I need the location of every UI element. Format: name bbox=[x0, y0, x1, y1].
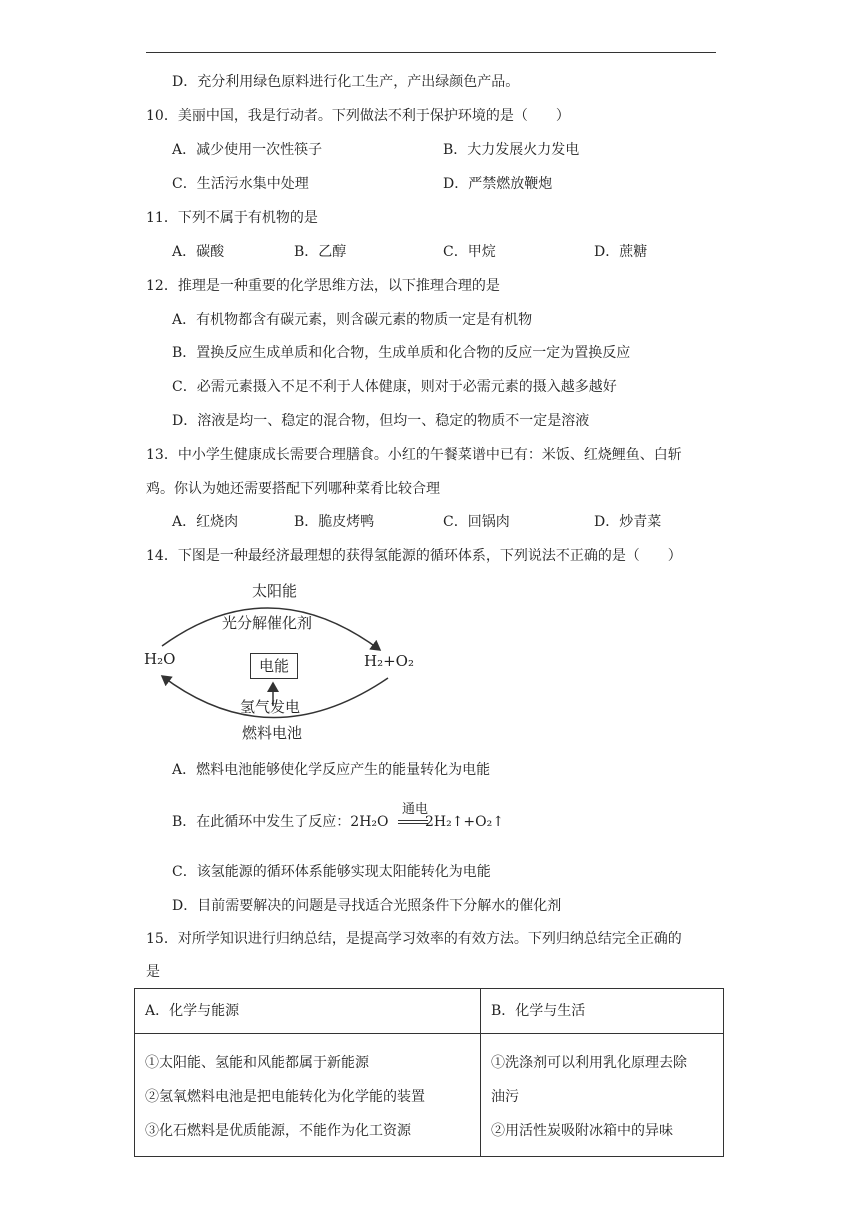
q11-option-b: B．乙醇 bbox=[294, 244, 347, 260]
label-hydrogen-oxygen: H₂+O₂ bbox=[364, 652, 414, 670]
q10-option-d: D．严禁燃放鞭炮 bbox=[443, 176, 553, 192]
q14-option-d: D．目前需要解决的问题是寻找适合光照条件下分解水的催化剂 bbox=[172, 898, 562, 914]
table-cell-a bbox=[135, 1034, 481, 1157]
q15-stem-line2: 是 bbox=[146, 964, 160, 980]
q15-table bbox=[134, 988, 724, 1157]
q15-stem-line1: 15．对所学知识进行归纳总结，是提高学习效率的有效方法。下列归纳总结完全正确的 bbox=[146, 931, 682, 947]
q11-option-a: A．碳酸 bbox=[172, 244, 225, 260]
q14-stem: 14．下图是一种最经济最理想的获得氢能源的循环体系，下列说法不正确的是（ ） bbox=[146, 548, 682, 564]
label-hydrogen-power: 氢气发电 bbox=[240, 698, 301, 716]
q13-option-a: A．红烧肉 bbox=[172, 514, 239, 530]
table-a-item-1: ①太阳能、氢能和风能都属于新能源 bbox=[145, 1055, 369, 1071]
label-solar-energy: 太阳能 bbox=[252, 582, 298, 600]
hydrogen-cycle-diagram bbox=[140, 578, 420, 748]
q13-option-d: D．炒青菜 bbox=[594, 514, 662, 530]
q14-option-b bbox=[172, 802, 504, 832]
table-a-item-2: ②氢氧燃料电池是把电能转化为化学能的装置 bbox=[145, 1089, 425, 1105]
q12-option-c: C．必需元素摄入不足不利于人体健康，则对于必需元素的摄入越多越好 bbox=[172, 379, 617, 395]
table-b-item-1: ①洗涤剂可以利用乳化原理去除 bbox=[491, 1055, 687, 1071]
q10-stem: 10．美丽中国，我是行动者。下列做法不利于保护环境的是（ ） bbox=[146, 108, 570, 124]
q14-option-a: A．燃料电池能够使化学反应产生的能量转化为电能 bbox=[172, 762, 491, 778]
equals-bar-top bbox=[398, 820, 428, 821]
q10-option-b: B．大力发展火力发电 bbox=[443, 142, 580, 158]
q12-option-a: A．有机物都含有碳元素，则含碳元素的物质一定是有机物 bbox=[172, 312, 533, 328]
q10-option-c: C．生活污水集中处理 bbox=[172, 176, 309, 192]
q13-stem-line1: 13．中小学生健康成长需要合理膳食。小红的午餐菜谱中已有：米饭、红烧鲤鱼、白斩 bbox=[146, 447, 682, 463]
q14-option-b-products: 2H₂↑+O₂↑ bbox=[424, 814, 504, 830]
label-fuel-cell: 燃料电池 bbox=[242, 724, 303, 742]
table-head-a: A．化学与能源 bbox=[135, 989, 481, 1034]
reaction-condition: 通电 bbox=[402, 802, 429, 817]
table-head-b: B．化学与生活 bbox=[481, 989, 724, 1034]
table-a-item-3: ③化石燃料是优质能源，不能作为化工资源 bbox=[145, 1123, 411, 1139]
table-b-item-2: ②用活性炭吸附冰箱中的异味 bbox=[491, 1123, 673, 1139]
header-rule bbox=[146, 52, 716, 53]
q14-option-c: C．该氢能源的循环体系能够实现太阳能转化为电能 bbox=[172, 864, 491, 880]
table-b-item-1-cont: 油污 bbox=[491, 1089, 519, 1105]
q12-option-d: D．溶液是均一、稳定的混合物，但均一、稳定的物质不一定是溶液 bbox=[172, 413, 590, 429]
q12-stem: 12．推理是一种重要的化学思维方法，以下推理合理的是 bbox=[146, 278, 500, 294]
q14-option-b-prefix: B．在此循环中发生了反应：2H₂O bbox=[172, 814, 389, 830]
table-cell-b bbox=[481, 1034, 724, 1157]
equals-bar-bottom bbox=[398, 823, 428, 824]
label-water: H₂O bbox=[144, 650, 176, 668]
q11-option-c: C．甲烷 bbox=[443, 244, 496, 260]
q13-option-b: B．脆皮烤鸭 bbox=[294, 514, 375, 530]
q11-stem: 11．下列不属于有机物的是 bbox=[146, 210, 318, 226]
q13-option-c: C．回锅肉 bbox=[443, 514, 510, 530]
q10-option-a: A．减少使用一次性筷子 bbox=[172, 142, 323, 158]
q13-stem-line2: 鸡。你认为她还需要搭配下列哪种菜肴比较合理 bbox=[146, 481, 440, 497]
q9-option-d: D．充分利用绿色原料进行化工生产，产出绿颜色产品。 bbox=[172, 74, 520, 90]
electric-energy-box: 电能 bbox=[250, 653, 298, 679]
q12-option-b: B．置换反应生成单质和化合物，生成单质和化合物的反应一定为置换反应 bbox=[172, 345, 631, 361]
label-photocatalyst: 光分解催化剂 bbox=[222, 614, 313, 632]
q11-option-d: D．蔗糖 bbox=[594, 244, 648, 260]
